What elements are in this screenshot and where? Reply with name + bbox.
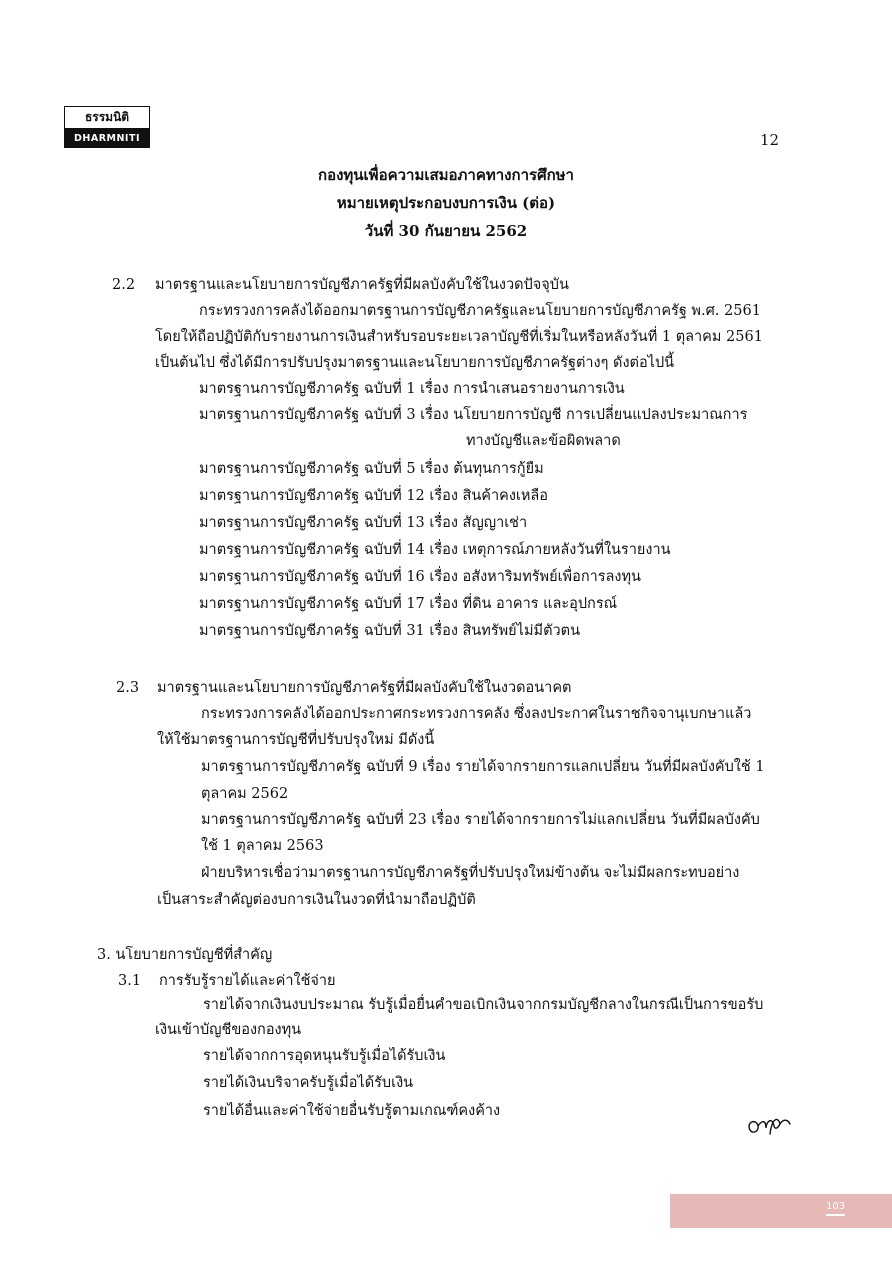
standard-item: มาตรฐานการบัญชีภาครัฐ ฉบับที่ 9 เรื่อง รายได้จากรายการแลกเปลี่ยน วันที่มีผลบังคับใช้ 1 xyxy=(201,759,765,775)
section-3-1-para-3: รายได้จากการอุดหนุนรับรู้เมื่อได้รับเงิน xyxy=(203,1048,446,1064)
section-2-2-para-1: กระทรวงการคลังได้ออกมาตรฐานการบัญชีภาครัฐและนโยบายการบัญชีภาครัฐ พ.ศ. 2561 xyxy=(199,303,761,319)
standard-item: มาตรฐานการบัญชีภาครัฐ ฉบับที่ 12 เรื่อง สินค้าคงเหลือ xyxy=(199,488,549,504)
section-3-heading: 3. นโยบายการบัญชีที่สำคัญ xyxy=(97,947,273,963)
section-2-3-para-3: ฝ่ายบริหารเชื่อว่ามาตรฐานการบัญชีภาครัฐที่ปรับปรุงใหม่ข้างต้น จะไม่มีผลกระทบอย่าง xyxy=(201,865,740,881)
section-3-1-number: 3.1 xyxy=(118,973,142,989)
section-3-1-para-5: รายได้อื่นและค่าใช้จ่ายอื่นรับรู้ตามเกณฑ์คงค้าง xyxy=(203,1103,501,1119)
section-2-3-para-4: เป็นสาระสำคัญต่องบการเงินในงวดที่นำมาถือปฏิบัติ xyxy=(157,892,476,908)
section-3-1-heading: การรับรู้รายได้และค่าใช้จ่าย xyxy=(159,973,336,989)
header-line-1: กองทุนเพื่อความเสมอภาคทางการศึกษา xyxy=(318,166,574,184)
header-line-3: วันที่ 30 กันยายน 2562 xyxy=(364,222,528,240)
footer-page-number: 103 xyxy=(826,1201,845,1216)
standard-item: มาตรฐานการบัญชีภาครัฐ ฉบับที่ 31 เรื่อง สินทรัพย์ไม่มีตัวตน xyxy=(199,623,580,639)
handwritten-signature xyxy=(744,1110,794,1140)
standard-item: มาตรฐานการบัญชีภาครัฐ ฉบับที่ 13 เรื่อง สัญญาเช่า xyxy=(199,515,528,531)
header-line-2: หมายเหตุประกอบงบการเงิน (ต่อ) xyxy=(336,194,556,212)
section-2-3-number: 2.3 xyxy=(116,680,140,696)
section-2-2-para-3: เป็นต้นไป ซึ่งได้มีการปรับปรุงมาตรฐานและนโยบายการบัญชีภาครัฐต่างๆ ดังต่อไปนี้ xyxy=(155,355,675,371)
standard-item: มาตรฐานการบัญชีภาครัฐ ฉบับที่ 23 เรื่อง รายได้จากรายการไม่แลกเปลี่ยน วันที่มีผลบังคับ xyxy=(201,812,760,828)
standard-item-continuation: ใช้ 1 ตุลาคม 2563 xyxy=(201,838,324,854)
logo-latin-text: DHARMNITI xyxy=(65,129,149,147)
standard-item: มาตรฐานการบัญชีภาครัฐ ฉบับที่ 14 เรื่อง เหตุการณ์ภายหลังวันที่ในรายงาน xyxy=(199,542,671,558)
standard-item: มาตรฐานการบัญชีภาครัฐ ฉบับที่ 16 เรื่อง อสังหาริมทรัพย์เพื่อการลงทุน xyxy=(199,569,641,585)
footer-band xyxy=(670,1194,892,1228)
section-3-1-para-4: รายได้เงินบริจาครับรู้เมื่อได้รับเงิน xyxy=(203,1075,414,1091)
standard-item: มาตรฐานการบัญชีภาครัฐ ฉบับที่ 17 เรื่อง ที่ดิน อาคาร และอุปกรณ์ xyxy=(199,596,618,612)
section-2-2-number: 2.2 xyxy=(112,277,136,293)
section-2-2-para-2: โดยให้ถือปฏิบัติกับรายงานการเงินสำหรับรอบระยะเวลาบัญชีที่เริ่มในหรือหลังวันที่ 1 ตุลาคม 2561 xyxy=(155,329,763,345)
section-2-3-para-1: กระทรวงการคลังได้ออกประกาศกระทรวงการคลัง ซึ่งลงประกาศในราชกิจจานุเบกษาแล้ว xyxy=(201,706,752,722)
standard-item-continuation: ตุลาคม 2562 xyxy=(201,786,289,802)
logo-thai-text: ธรรมนิติ xyxy=(65,107,149,129)
section-2-3-para-2: ให้ใช้มาตรฐานการบัญชีที่ปรับปรุงใหม่ มีดังนี้ xyxy=(157,732,435,748)
section-2-3-heading: มาตรฐานและนโยบายการบัญชีภาครัฐที่มีผลบังคับใช้ในงวดอนาคต xyxy=(157,680,572,696)
page-number: 12 xyxy=(760,131,780,149)
standard-item: มาตรฐานการบัญชีภาครัฐ ฉบับที่ 3 เรื่อง นโยบายการบัญชี การเปลี่ยนแปลงประมาณการ xyxy=(199,407,748,423)
section-2-2-heading: มาตรฐานและนโยบายการบัญชีภาครัฐที่มีผลบังคับใช้ในงวดปัจจุบัน xyxy=(155,277,569,293)
standard-item-continuation: ทางบัญชีและข้อผิดพลาด xyxy=(466,433,621,449)
standard-item: มาตรฐานการบัญชีภาครัฐ ฉบับที่ 1 เรื่อง การนำเสนอรายงานการเงิน xyxy=(199,381,625,397)
standard-item: มาตรฐานการบัญชีภาครัฐ ฉบับที่ 5 เรื่อง ต้นทุนการกู้ยืม xyxy=(199,461,544,477)
dharmniti-logo xyxy=(64,106,150,148)
section-3-1-para-1: รายได้จากเงินงบประมาณ รับรู้เมื่อยื่นคำขอเบิกเงินจากกรมบัญชีกลางในกรณีเป็นการขอรับ xyxy=(203,997,764,1013)
section-3-1-para-2: เงินเข้าบัญชีของกองทุน xyxy=(155,1022,302,1038)
